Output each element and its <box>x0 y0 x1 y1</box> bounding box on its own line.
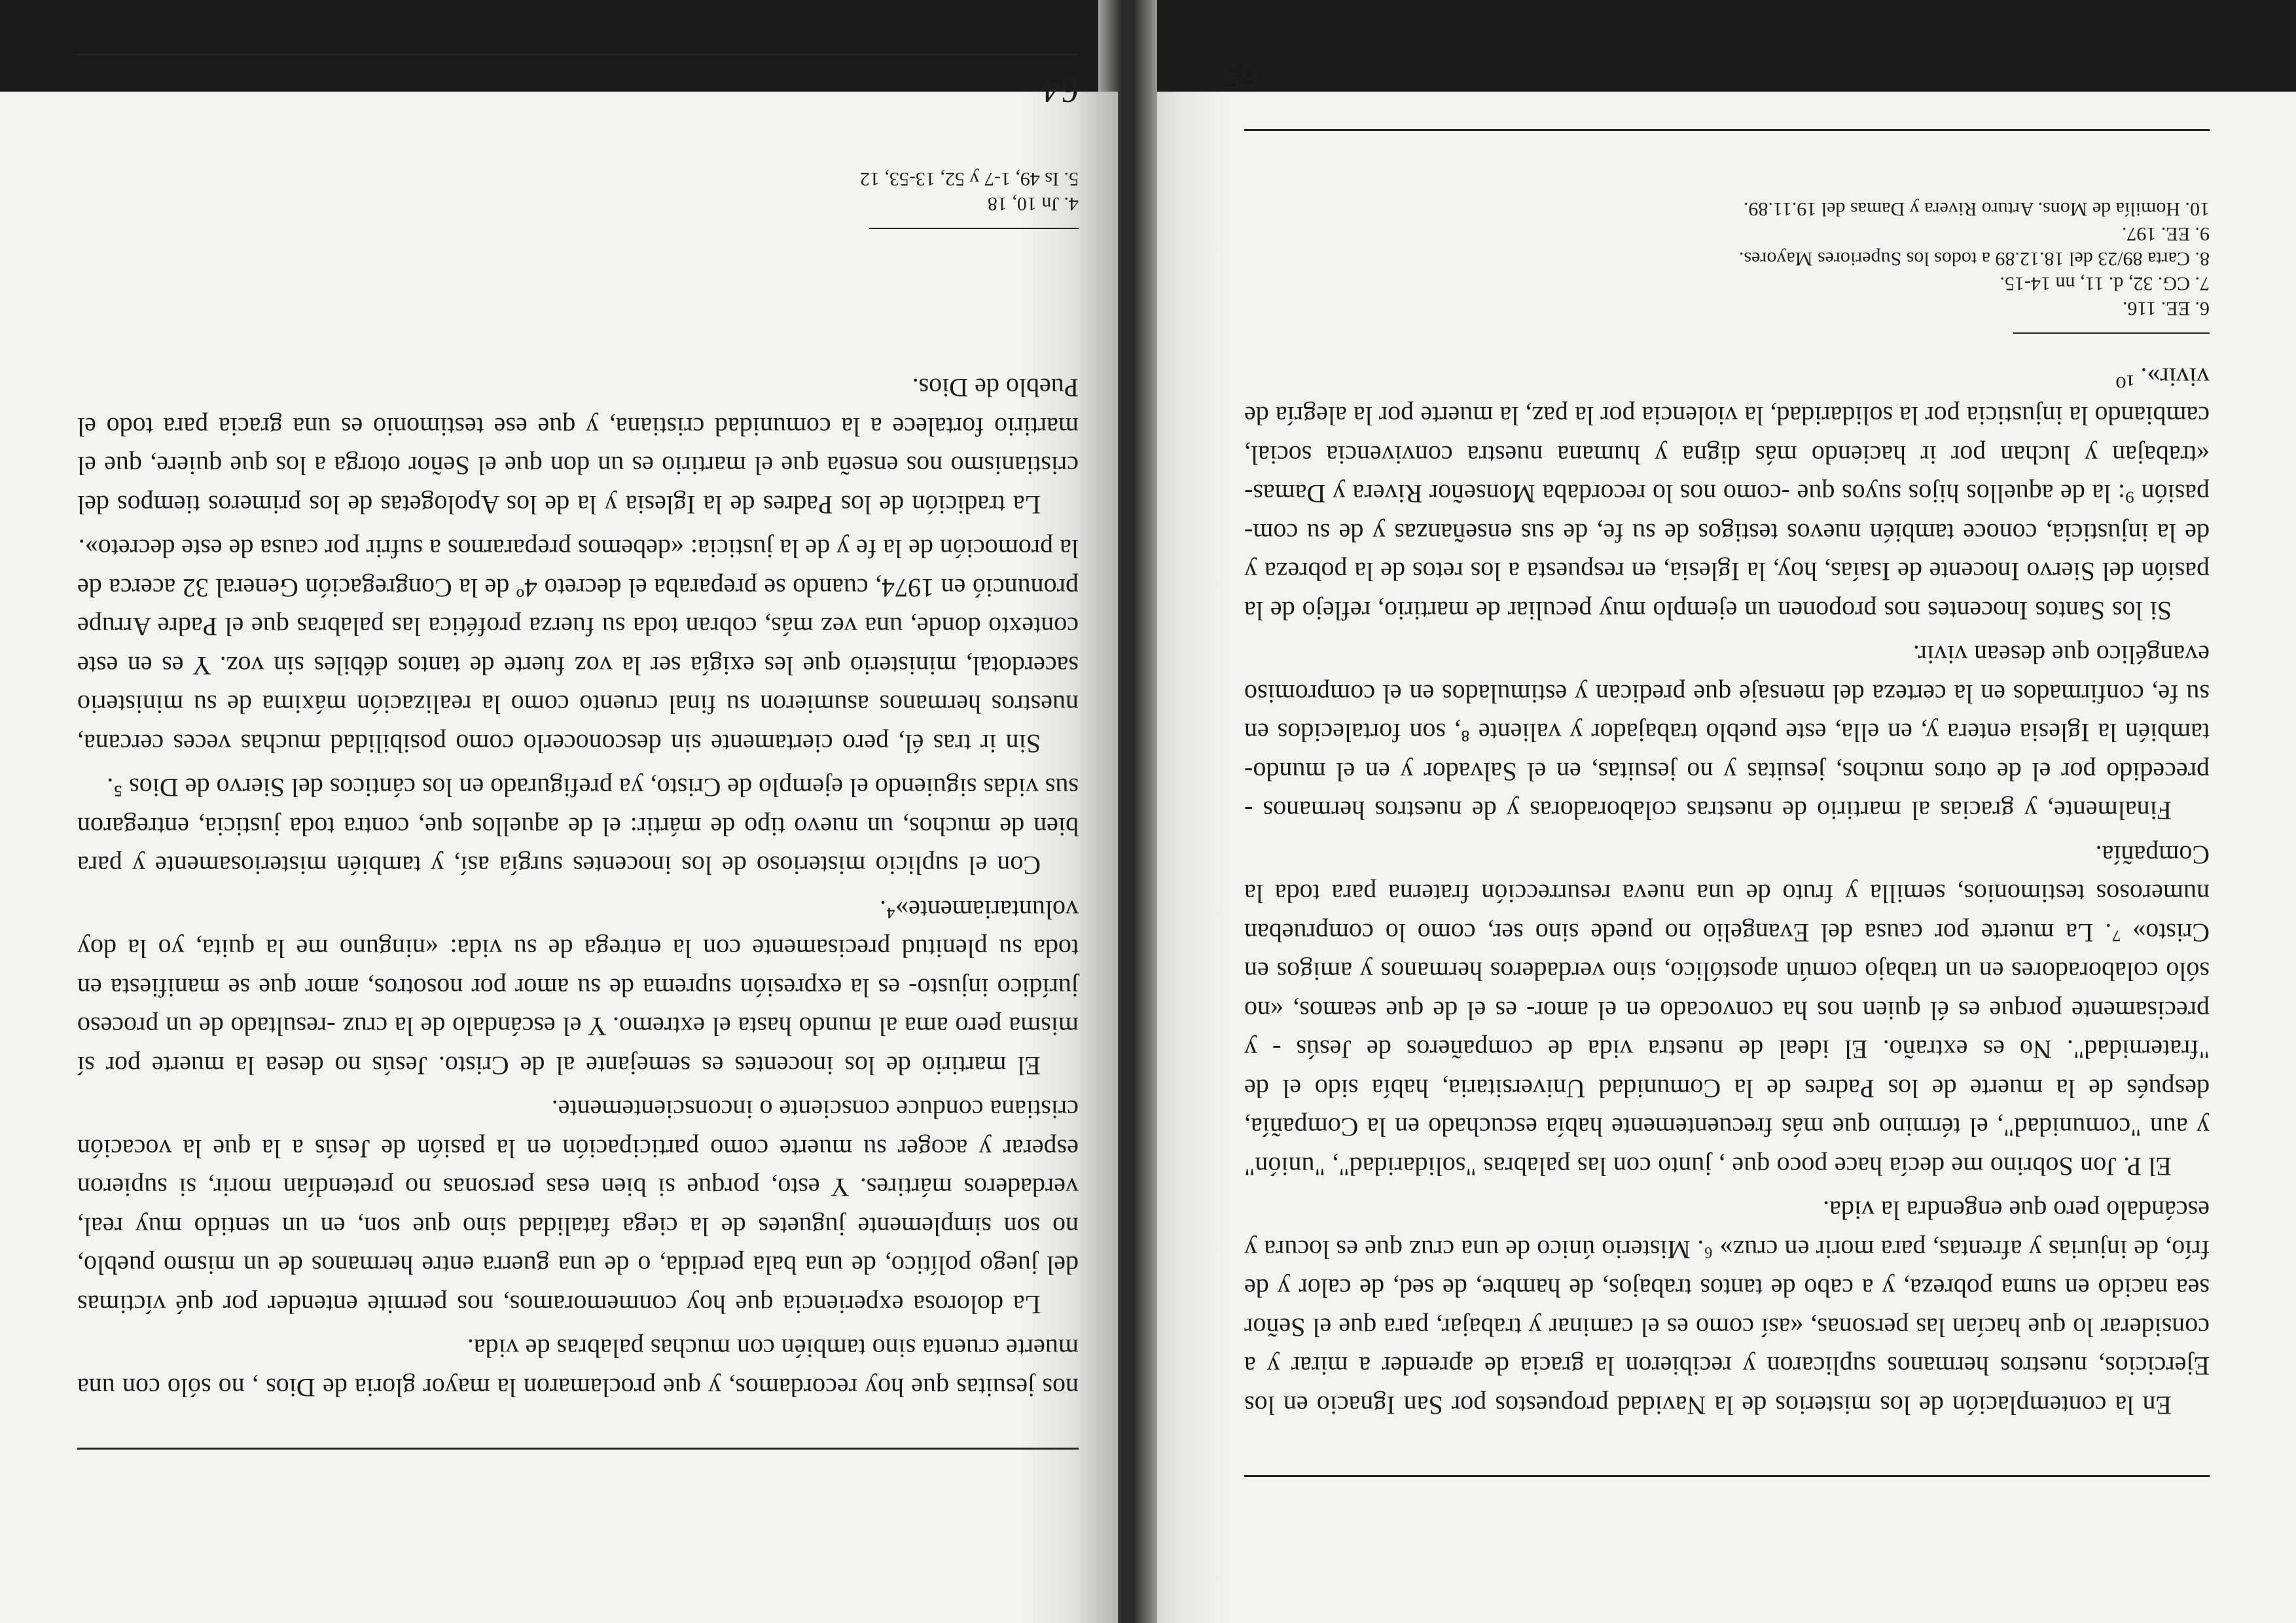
footnote-rule <box>869 228 1079 229</box>
paragraph: Con el suplicio misterioso de los inocentes surgía así, y también misteriosamente y para bien de muchos, un nuevo tipo de mártir: el de aquellos que, contra toda justicia, entregaron sus vidas siguiendo el ejemplo de Cristo, ya prefigurado en los cánticos del Siervo de Dios ⁵. <box>77 773 1079 881</box>
body-text <box>1244 358 2210 1425</box>
paragraph: nos jesuitas que hoy recordamos, y que proclamaron la mayor gloria de Dios , no sólo con una muerte cruenta sino también con muchas palabras de vida. <box>77 1334 1079 1402</box>
paragraph: La tradición de los Padres de la Iglesia y la de los Apologetas de los primeros tiempos del cristianismo nos enseña que el martirio es un don que el Señor otorga a los que quiere, que el martirio fortalece a la comunidad cristiana, y que ese testimonio es una gracia para todo el Pueblo de Dios. <box>77 373 1079 520</box>
paragraph: Sin ir tras él, pero ciertamente sin desconocerlo como posibilidad muchas veces cercana, nuestros hermanos asumieron su final cruento como la realización máxima de su ministerio sacerdotal, ministerio que les exigía ser la voz fuerte de tantos débiles sin voz. Y es en este contexto donde, una vez más, cobran toda su fuerza profética las palabras que el Padre Arrupe pronunció en 1974, cuando se preparaba el decreto 4º de la Congregación General 32 acerca de la promoción de la fe y de la justicia: «debemos prepararnos a sufrir por causa de este decreto». <box>77 534 1079 758</box>
footnote: 6. EE. 116. <box>2122 298 2210 319</box>
page-number: 65 <box>1222 56 1259 97</box>
footnote: 9. EE. 197. <box>2121 223 2210 245</box>
paragraph: Finalmente, y gracias al martirio de nuestras colaboradoras y de nuestros hermanos - precedido por el de otros muchos, jesuitas y no jesuitas, en el Salvador y en el mundo- también la Iglesia entera y, en ella, este pueblo trabajador y valiente ⁸, son fortalecidos en su fe, confirmados en la certeza del mensaje que predican y estimulados en el compromiso evangélico que desean vivir. <box>1244 640 2210 826</box>
paragraph: Si los Santos Inocentes nos proponen un ejemplo muy peculiar de martirio, reflejo de la pasión del Siervo Inocente de Isaías, hoy, la Iglesia, en respuesta a los retos de la pobreza y de la injusticia, conoce también nuevos testigos de su fe, de sus enseñanzas y de su com-pasión ⁹: la de aquellos hijos suyos que -como nos lo recordaba Monseñor Rivera y Damas- «trabajan y luchan por ir haciendo más digna y humana nuestra convivencia social, cambiando la injusticia por la solidaridad, la violencia por la paz, la muerte por la alegría de vivir». ¹⁰ <box>1244 363 2210 626</box>
footnote: 4. Jn 10, 18 <box>987 193 1079 215</box>
footnote: 10. Homilía de Mons. Arturo Rivera y Damas del 19.11.89. <box>1743 198 2210 220</box>
paragraph: En la contemplación de los misterios de la Navidad propuestos por San Ignacio en los Ejercicios, nuestros hermanos suplicaron y recibieron la gracia de aprender a mirar y a considerar lo que hacían las personas, «así como es el caminar y trabajar, para que el Señor sea nacido en suma pobreza, y a cabo de tantos trabajos, de hambre, de sed, de calor y de frío, de injurias y afrentas, para morir en cruz» ⁶. Misterio único de una cruz que es locura y escándalo pero que engendra la vida. <box>1244 1196 2210 1420</box>
footnote: 5. Is 49, 1-7 y 52, 13-53, 12 <box>859 168 1079 190</box>
header-rule <box>1244 1475 2210 1477</box>
paragraph: El martirio de los inocentes es semejante al de Cristo. Jesús no desea la muerte por sí misma pero ama al mundo hasta el extremo. Y el escándalo de la cruz -resultado de un proceso jurídico injusto- es la expresión suprema de su amor por nosotros, amor que se manifiesta en toda su plenitud precisamente con la entrega de su vida: «ninguno me la quita, yo la doy voluntariamente»⁴. <box>77 895 1079 1080</box>
footnote-rule <box>2013 332 2210 334</box>
page-64 <box>0 69 1118 1623</box>
footnote: 7. CG. 32, d. 11, nn 14-15. <box>2000 273 2210 294</box>
footer-rule <box>1244 129 2210 131</box>
header-rule <box>77 1448 1079 1450</box>
paragraph: La dolorosa experiencia que hoy conmemoramos, nos permite entender por qué víctimas del juego político, de una bala perdida, o de una guerra entre hermanos de un mismo pueblo, no son simplemente juguetes de la ciega fatalidad sino que son, en un sentido muy real, verdaderos mártires. Y esto, porque si bien esas personas no pretendían morir, si supieron esperar y acoger su muerte como participación en la pasión de Jesús a la que la vocación cristiana conduce consciente o inconscientemente. <box>77 1095 1079 1319</box>
footnotes <box>1739 196 2210 321</box>
page-65 <box>1138 56 2296 1623</box>
paragraph: El P. Jon Sobrino me decía hace poco que , junto con las palabras "solidaridad", "unión" y aun "comunidad", el término que más frecuentemente había escuchado en la Compañía, después de la muerte de los Padres de la Comunidad Universitaria, había sido el de "fraternidad". No es extraño. El ideal de nuestra vida de compañeros de Jesús - y precisamente porque es él quien nos ha convocado en el amor- es el de que seamos, «no sólo colaboradores en un trabajo común apostólico, sino verdaderos hermanos y amigos en Cristo» ⁷. La muerte por causa del Evangelio no puede sino ser, como lo comprueban numerosos testimonios, semilla y fruto de una nueva resurrección fraterna para toda la Compañía. <box>1244 840 2210 1181</box>
page-number: 64 <box>1042 69 1079 110</box>
footnote: 8. Carta 89/23 del 18.12.89 a todos los Superiores Mayores. <box>1738 248 2210 270</box>
footnotes <box>860 166 1079 216</box>
body-text <box>77 368 1079 1407</box>
footer-rule <box>77 54 1079 56</box>
